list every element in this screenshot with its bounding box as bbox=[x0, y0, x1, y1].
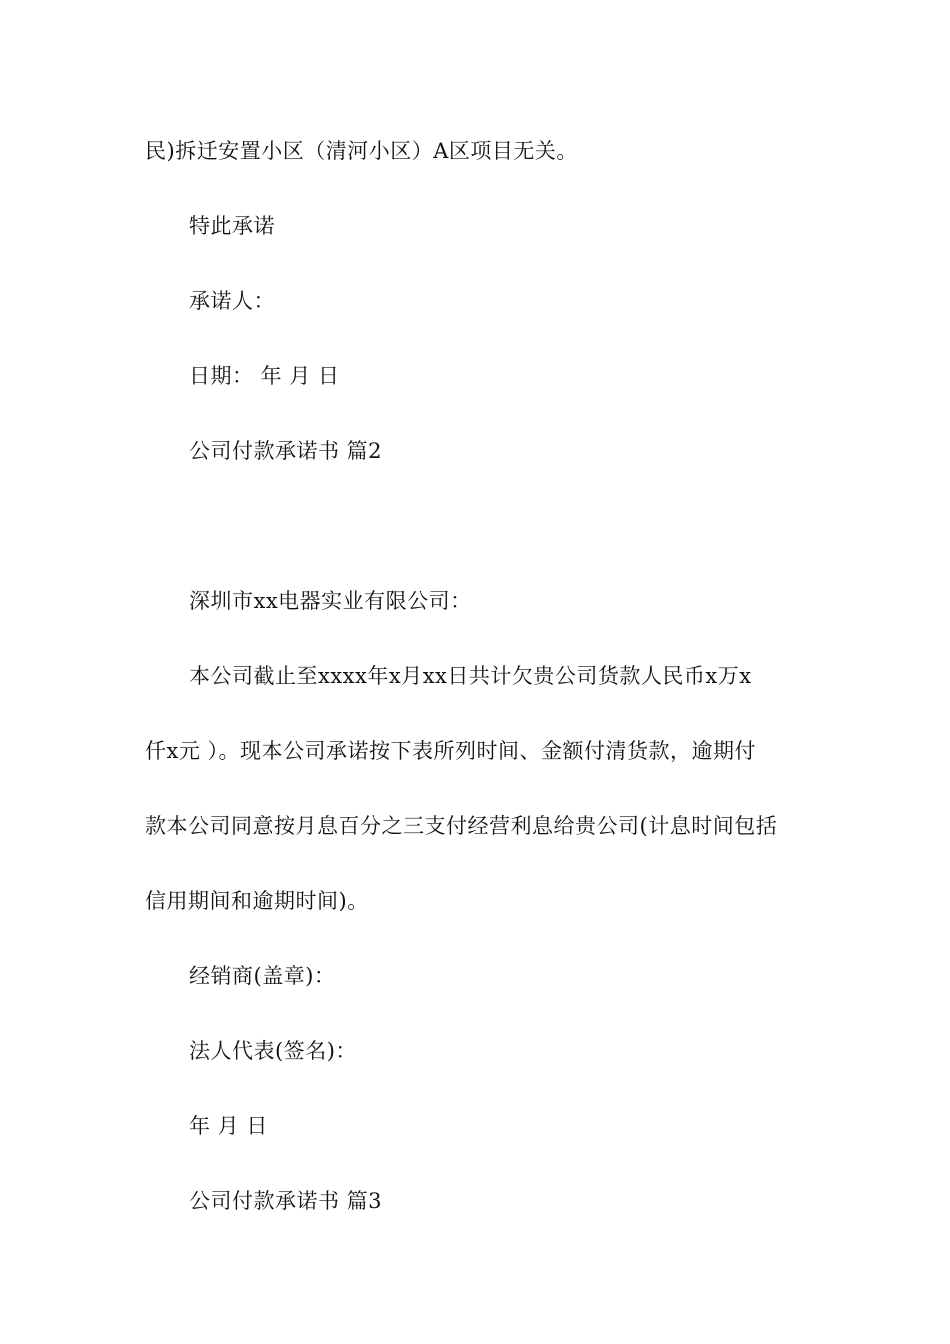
addressee: 深圳市xx电器实业有限公司： bbox=[189, 589, 472, 613]
date-line: 年 月 日 bbox=[189, 1114, 268, 1138]
dealer-seal-label: 经销商(盖章)： bbox=[189, 964, 336, 988]
section-heading: 公司付款承诺书 篇3 bbox=[189, 1189, 383, 1213]
date-line: 日期： 年 月 日 bbox=[189, 364, 340, 388]
legal-representative-label: 法人代表(签名)： bbox=[189, 1039, 357, 1063]
body-paragraph-line: 本公司截止至xxxx年x月xx日共计欠贵公司货款人民币x万x bbox=[189, 664, 752, 688]
closing-statement: 特此承诺 bbox=[189, 214, 275, 238]
body-paragraph-line: 款本公司同意按月息百分之三支付经营利息给贵公司(计息时间包括 bbox=[145, 814, 778, 838]
paragraph-continuation: 民)拆迁安置小区（清河小区）A区项目无关。 bbox=[145, 139, 578, 163]
promisor-label: 承诺人： bbox=[189, 289, 275, 313]
body-paragraph-line: 仟x元 ）。现本公司承诺按下表所列时间、金额付清货款，逾期付 bbox=[145, 739, 757, 763]
section-heading: 公司付款承诺书 篇2 bbox=[189, 439, 383, 463]
body-paragraph-line: 信用期间和逾期时间)。 bbox=[145, 889, 369, 913]
